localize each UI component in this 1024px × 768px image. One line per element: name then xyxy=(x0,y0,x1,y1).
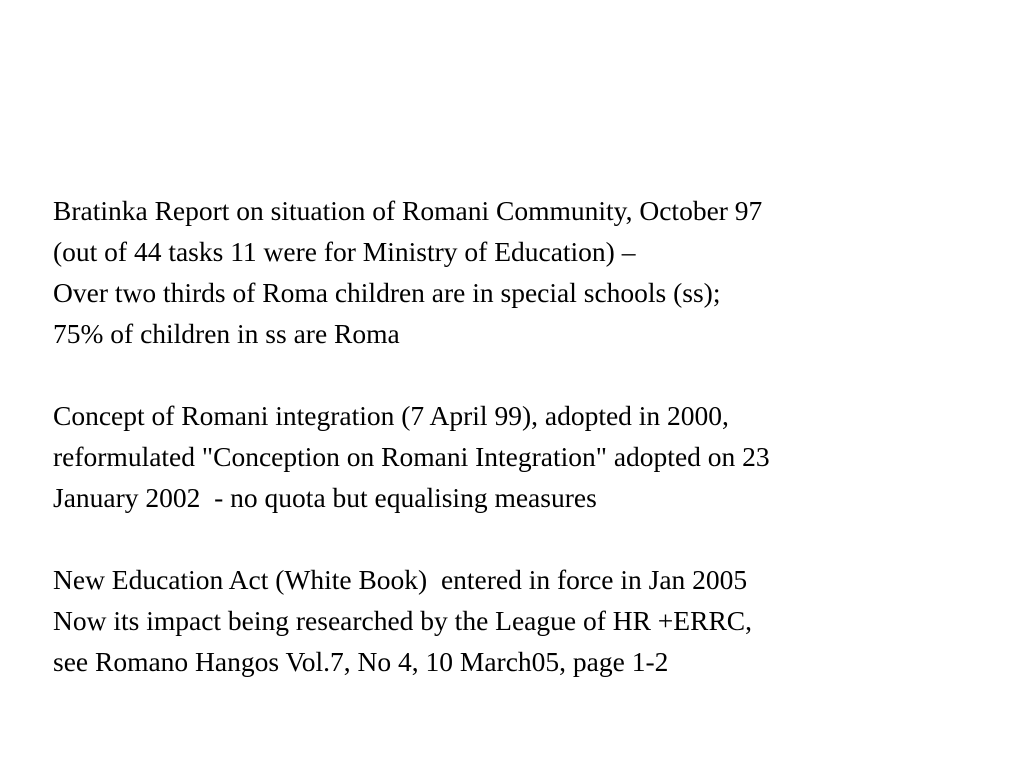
text-line: 75% of children in ss are Roma xyxy=(53,318,400,349)
paragraph-romani-integration xyxy=(53,395,1013,518)
text-line: Bratinka Report on situation of Romani Community, October 97 xyxy=(53,195,763,226)
text-line: Concept of Romani integration (7 April 99), adopted in 2000, xyxy=(53,400,729,431)
text-line: (out of 44 tasks 11 were for Ministry of Education) – xyxy=(53,236,636,267)
paragraph-spacer xyxy=(53,354,1013,395)
text-line: January 2002 - no quota but equalising measures xyxy=(53,482,597,513)
slide-body xyxy=(53,190,1013,682)
text-line: Over two thirds of Roma children are in special schools (ss); xyxy=(53,277,721,308)
paragraph-bratinka-report xyxy=(53,190,1013,354)
text-line: New Education Act (White Book) entered in force in Jan 2005 xyxy=(53,564,748,595)
paragraph-education-act xyxy=(53,559,1013,682)
text-line: see Romano Hangos Vol.7, No 4, 10 March05, page 1-2 xyxy=(53,646,669,677)
text-line: reformulated "Conception on Romani Integration" adopted on 23 xyxy=(53,441,770,472)
paragraph-spacer xyxy=(53,518,1013,559)
text-line: Now its impact being researched by the League of HR +ERRC, xyxy=(53,605,753,636)
